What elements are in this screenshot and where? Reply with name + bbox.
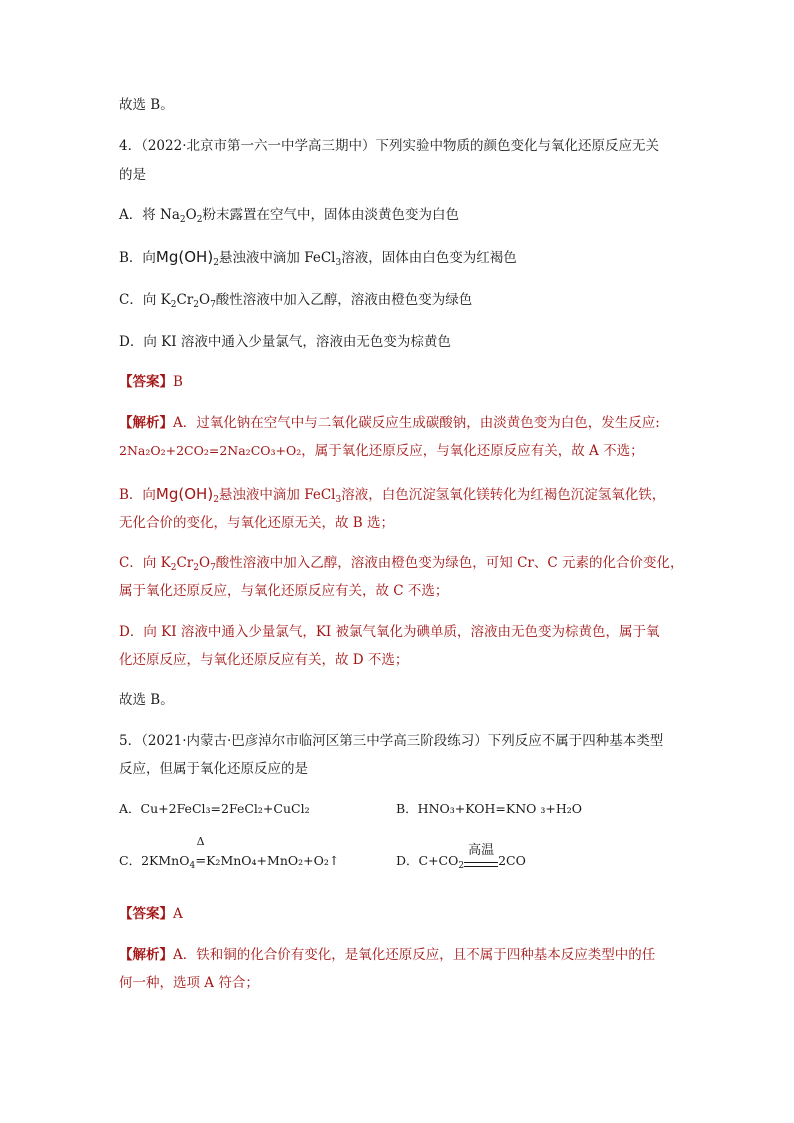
q4-analysis-c-line1: C．向 $K_2Cr_2O_7$酸性溶液中加入乙醇，溶液由橙色变为绿色，可知 Cr、C 元素的化合价变化，	[119, 555, 684, 573]
q5-option-c: C．2KMnO$_4$ Δ =K₂MnO₄+MnO₂+O₂↑	[119, 835, 340, 871]
q4-option-a: A．将 $Na_2O_2$粉末露置在空气中，固体由淡黄色变为白色	[119, 207, 459, 225]
q4-option-b: B．向$Mg(OH)_2$悬浊液中滴加 FeCl$_3$溶液，固体由白色变为红褐色	[119, 248, 517, 268]
q5-analysis-a-line1: 【解析】A．铁和铜的化合价有变化，是氧化还原反应，且不属于四种基本反应类型中的任	[119, 947, 656, 963]
q5-analysis-a-line2: 何一种，选项 A 符合；	[119, 975, 259, 991]
q5-option-d: D．$C+CO_2$ 高温 2CO	[396, 843, 526, 871]
q4-analysis-b-line2: 无化合价的变化，与氧化还原无关，故 B 选；	[119, 515, 395, 531]
q4-stem-line1: 4．（2022·北京市第一六一中学高三期中）下列实验中物质的颜色变化与氧化还原反应无关	[119, 138, 659, 154]
q4-option-d: D．向 KI 溶液中通入少量氯气，溶液由无色变为棕黄色	[119, 334, 451, 350]
q4-answer: 【答案】B	[119, 374, 183, 390]
q5-stem-line2: 反应，但属于氧化还原反应的是	[119, 761, 308, 777]
q5-stem-line1: 5．（2021·内蒙古·巴彦淖尔市临河区第三中学高三阶段练习）下列反应不属于四种基本类型	[119, 733, 664, 749]
q5-answer: 【答案】A	[119, 906, 183, 922]
q4-conclusion: 故选 B。	[119, 692, 174, 708]
q4-analysis-a-line2: 2Na₂O₂+2CO₂=2Na₂CO₃+O₂，属于氧化还原反应，与氧化还原反应有关，故 A 不选；	[119, 443, 644, 459]
q4-stem-line2: 的是	[119, 167, 146, 183]
q4-option-c: C．向 $K_2Cr_2O_7$酸性溶液中加入乙醇，溶液由橙色变为绿色	[119, 292, 473, 310]
q5-option-b: B．HNO₃+KOH=KNO ₃+H₂O	[396, 801, 583, 816]
q4-analysis-c-line2: 属于氧化还原反应，与氧化还原反应有关，故 C 不选；	[119, 583, 449, 599]
q4-analysis-d-line1: D．向 KI 溶液中通入少量氯气，KI 被氯气氧化为碘单质，溶液由无色变为棕黄色，属于氧	[119, 624, 660, 640]
high-temp-condition: 高温	[468, 843, 495, 858]
q4-analysis-b-line1: B．向$Mg(OH)_2$悬浊液中滴加 FeCl$_3$溶液，白色沉淀氢氧化镁转化为红褐色沉淀氢氧化铁，	[119, 485, 666, 505]
q5-option-a: A．Cu+2FeCl₃=2FeCl₂+CuCl₂	[119, 801, 310, 816]
heat-condition: Δ	[196, 835, 205, 848]
q4-analysis-d-line2: 化还原反应，与氧化还原反应有关，故 D 不选；	[119, 652, 409, 668]
q4-analysis-a-line1: 【解析】A．过氧化钠在空气中与二氧化碳反应生成碳酸钠，由淡黄色变为白色，发生反应:	[119, 415, 660, 431]
prev-conclusion: 故选 B。	[119, 97, 174, 113]
